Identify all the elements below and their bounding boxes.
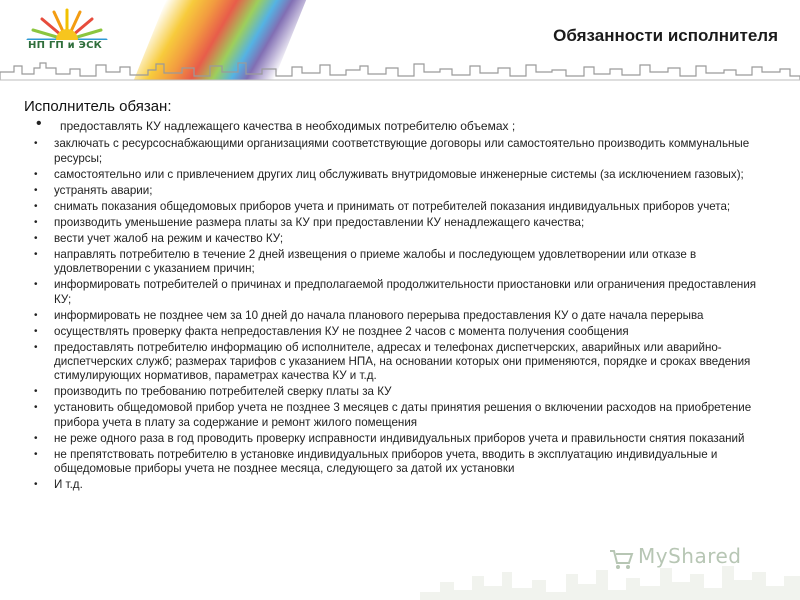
list-item: • предоставлять КУ надлежащего качества в необходимых потребителю объемах ;: [24, 119, 774, 133]
list-item: • установить общедомовой прибор учета не позднее 3 месяцев с даты принятия решения о включении расходов на приобретение прибора учета в плату за содержание и ремонт жилого помещения: [24, 401, 774, 430]
list-item: • информировать потребителей о причинах и предполагаемой продолжительности приостановки или ограничения предоставления КУ;: [24, 278, 774, 307]
list-item: • производить по требованию потребителей сверку платы за КУ: [24, 385, 774, 399]
cart-icon: [608, 548, 634, 570]
watermark-text: MyShared: [638, 544, 742, 568]
list-item: • вести учет жалоб на режим и качество КУ;: [24, 232, 774, 246]
intro-heading: Исполнитель обязан:: [24, 98, 172, 115]
page-title: Обязанности исполнителя: [553, 26, 778, 45]
slide-header: [0, 0, 800, 90]
logo-text: НП ГП и ЭСК: [28, 40, 102, 51]
list-item: • производить уменьшение размера платы за КУ при предоставлении КУ ненадлежащего качества;: [24, 216, 774, 230]
list-item: • предоставлять потребителю информацию об исполнителе, адресах и телефонах диспетчерских, аварийных или аварийно-диспетчерских служб; размерах тарифов с указанием НПА, на основании которых они применяются, порядке и сроках введения стимулирующих нормативов, параметрах качества КУ и т.д.: [24, 341, 774, 384]
duties-list: [24, 119, 774, 493]
list-item: • не препятствовать потребителю в установке индивидуальных приборов учета, вводить в эксплуатацию индивидуальные и общедомовые приборы учета не позднее месяца, следующего за датой их установки: [24, 448, 774, 477]
list-item: • не реже одного раза в год проводить проверку исправности индивидуальных приборов учета и правильности снятия показаний: [24, 432, 774, 446]
list-item: • самостоятельно или с привлечением других лиц обслуживать внутридомовые инженерные системы (за исключением газовых);: [24, 168, 774, 182]
list-item: • направлять потребителю в течение 2 дней извещения о приеме жалобы и последующем удовлетворении или отказе в удовлетворении с указанием причин;: [24, 248, 774, 277]
list-item: • осуществлять проверку факта непредоставления КУ не позднее 2 часов с момента получения сообщения: [24, 325, 774, 339]
list-item: • И т.д.: [24, 478, 774, 492]
content-area: [24, 98, 774, 494]
list-item: • информировать не позднее чем за 10 дней до начала планового перерыва предоставления КУ о дате начала перерыва: [24, 309, 774, 323]
list-item: • снимать показания общедомовых приборов учета и принимать от потребителей показания индивидуальных приборов учета;: [24, 200, 774, 214]
list-item: • заключать с ресурсоснабжающими организациями соответствующие договоры или самостоятельно производить коммунальные ресурсы;: [24, 137, 774, 166]
list-item: • устранять аварии;: [24, 184, 774, 198]
city-skyline-decoration: [0, 60, 800, 82]
